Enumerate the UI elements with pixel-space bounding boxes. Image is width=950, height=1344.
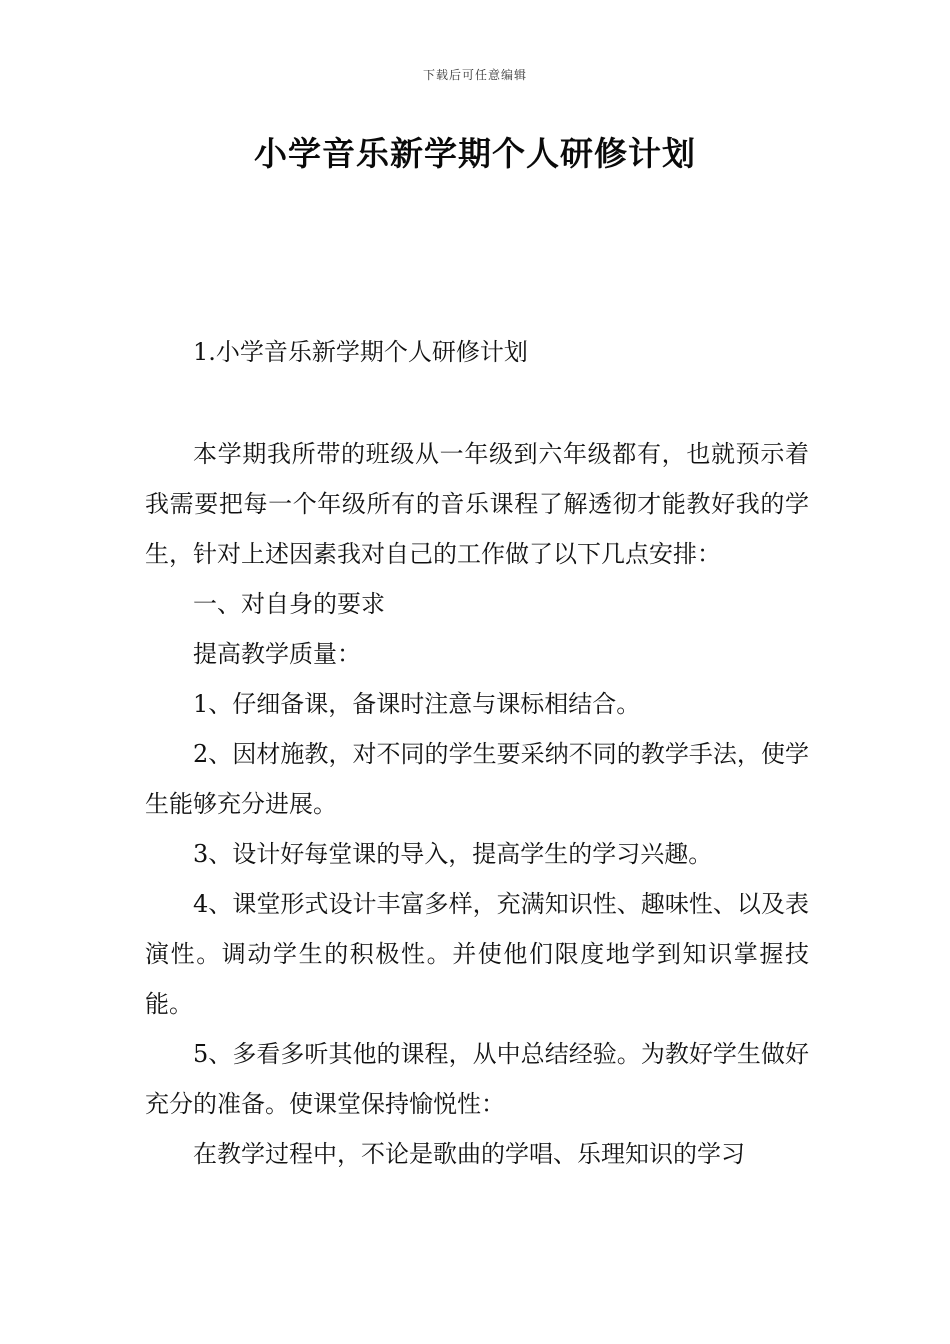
section-heading: 1.小学音乐新学期个人研修计划 — [193, 338, 528, 366]
paragraph: 5、多看多听其他的课程，从中总结经验。为教好学生做好充分的准备。使课堂保持愉悦性： — [145, 1040, 809, 1118]
paragraph: 本学期我所带的班级从一年级到六年级都有，也就预示着我需要把每一个年级所有的音乐课程了解透彻才能教好我的学生，针对上述因素我对自己的工作做了以下几点安排： — [145, 440, 809, 568]
paragraph: 提高教学质量： — [193, 640, 361, 668]
paragraph: 2、因材施教，对不同的学生要采纳不同的教学手法，使学生能够充分进展。 — [145, 740, 809, 818]
document-title: 小学音乐新学期个人研修计划 — [254, 134, 696, 173]
paragraph: 3、设计好每堂课的导入，提高学生的学习兴趣。 — [193, 840, 713, 868]
header-note: 下载后可任意编辑 — [422, 68, 527, 82]
paragraph: 1、仔细备课，备课时注意与课标相结合。 — [193, 690, 641, 718]
paragraph: 在教学过程中，不论是歌曲的学唱、乐理知识的学习 — [193, 1140, 745, 1168]
paragraph: 一、对自身的要求 — [193, 590, 385, 618]
paragraph: 4、课堂形式设计丰富多样，充满知识性、趣味性、以及表演性。调动学生的积极性。并使他们限度地学到知识掌握技能。 — [145, 890, 809, 1018]
document-body — [145, 327, 809, 1179]
